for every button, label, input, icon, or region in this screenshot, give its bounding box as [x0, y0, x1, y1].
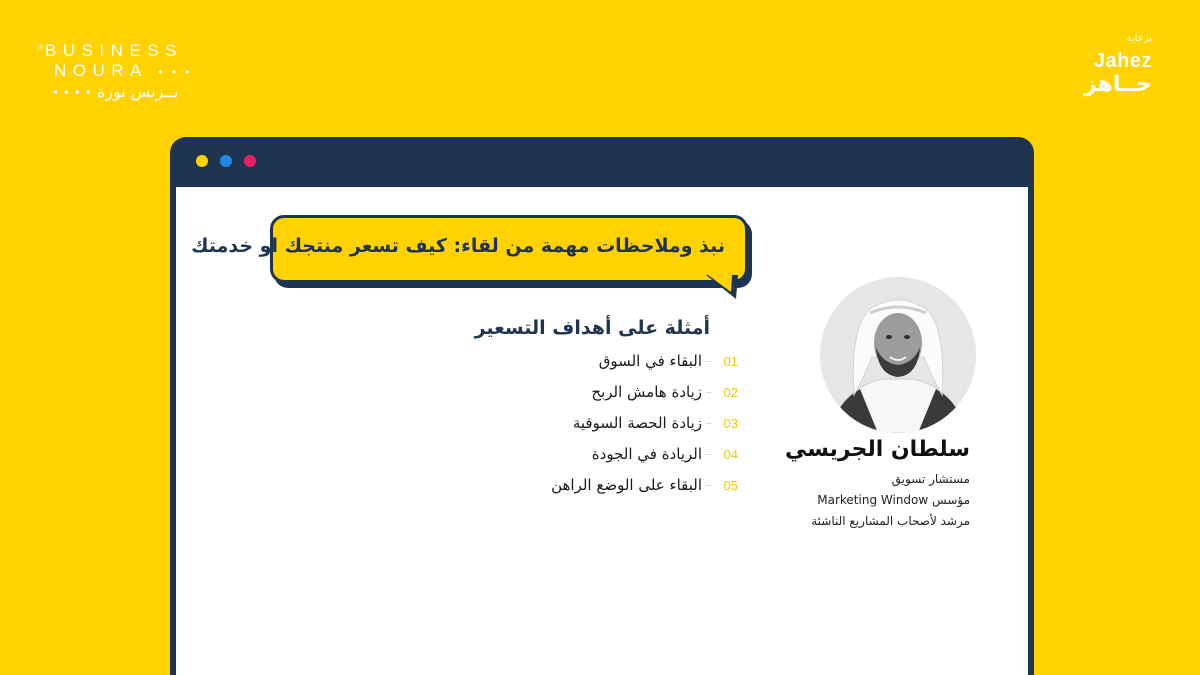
list-item-label: زيادة الحصة السوقية — [572, 414, 702, 432]
speaker-role: مؤسس Marketing Window — [817, 493, 970, 507]
list-item-number: 02 — [723, 384, 738, 400]
list-item-dash: – — [706, 416, 712, 430]
jahez-logo — [1032, 32, 1152, 98]
logo-dots: • • • — [158, 65, 193, 79]
list-item-number: 04 — [723, 446, 738, 462]
list-item — [551, 473, 738, 497]
list-item-dash: – — [706, 385, 712, 399]
window-dot-blue — [220, 155, 232, 167]
list-item — [591, 380, 738, 404]
speaker-photo — [820, 277, 976, 433]
logo-arabic-dots: • • • • — [52, 86, 92, 100]
logo-word-noura: NOURA — [54, 61, 147, 80]
list-item-number: 01 — [723, 353, 738, 369]
sponsor-label: برعاية — [1126, 33, 1152, 44]
list-item-dash: – — [706, 354, 712, 368]
list-item-dash: – — [706, 478, 712, 492]
speech-bubble — [191, 215, 748, 283]
list-item-dash: – — [706, 447, 712, 461]
goals-title: أمثلة على أهداف التسعير — [474, 317, 710, 339]
window-titlebar — [170, 137, 1034, 187]
speaker-name: سلطان الجريسي — [785, 437, 970, 462]
bubble-title: نبذ وملاحظات مهمة من لقاء: كيف تسعر منتجك او خدمتك — [191, 235, 725, 257]
list-item-label: الريادة في الجودة — [591, 445, 702, 463]
registered-mark: ® — [38, 43, 44, 52]
list-item-label: البقاء على الوضع الراهن — [551, 476, 702, 494]
list-item-number: 05 — [723, 477, 738, 493]
list-item-label: البقاء في السوق — [598, 352, 702, 370]
logo-arabic-name: بــزنس نورة — [96, 82, 179, 101]
window-content — [176, 187, 1028, 675]
speaker-avatar — [820, 277, 976, 433]
speaker-role: مستشار تسويق — [891, 472, 970, 486]
window-dot-pink — [244, 155, 256, 167]
speaker-role: مرشد لأصحاب المشاريع الناشئة — [811, 514, 970, 528]
business-noura-logo — [38, 38, 238, 103]
list-item-label: زيادة هامش الربح — [591, 383, 702, 401]
browser-window — [170, 137, 1034, 675]
list-item — [592, 442, 738, 466]
list-item-number: 03 — [723, 415, 738, 431]
speech-bubble-tail — [704, 275, 744, 301]
jahez-name-ar: جــاهز — [1083, 72, 1152, 97]
jahez-name-en: Jahez — [1093, 50, 1152, 72]
list-item — [573, 411, 738, 435]
logo-word-business: BUSINESS — [44, 41, 183, 60]
window-dot-yellow — [196, 155, 208, 167]
list-item — [599, 349, 738, 373]
